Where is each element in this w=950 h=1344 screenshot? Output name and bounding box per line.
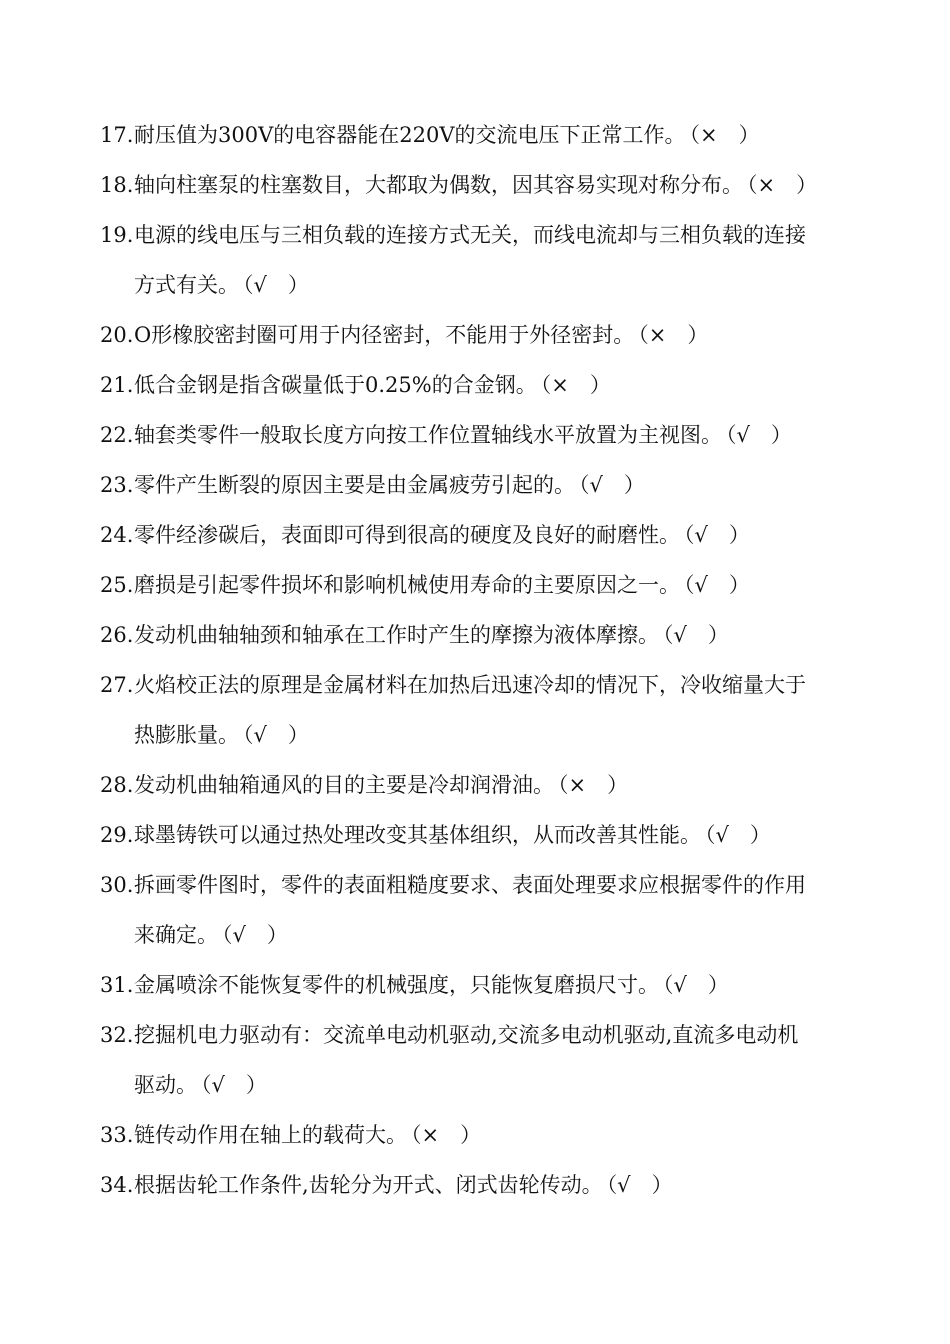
question-18 bbox=[100, 160, 860, 210]
answer-mark: （√ ） bbox=[726, 423, 792, 447]
question-text: 轴套类零件一般取长度方向按工作位置轴线水平放置为主视图。 bbox=[134, 423, 722, 447]
question-number: 23. bbox=[100, 473, 134, 497]
question-text: 根据齿轮工作条件,齿轮分为开式、闭式齿轮传动。 bbox=[134, 1173, 603, 1197]
question-text-continued: 方式有关。 bbox=[134, 273, 239, 297]
question-text: 球墨铸铁可以通过热处理改变其基体组织，从而改善其性能。 bbox=[134, 823, 701, 847]
question-27-continuation bbox=[134, 710, 309, 760]
question-24 bbox=[100, 510, 860, 560]
question-32 bbox=[100, 1010, 860, 1060]
question-29 bbox=[100, 810, 860, 860]
question-number: 22. bbox=[100, 423, 134, 447]
question-number: 21. bbox=[100, 373, 134, 397]
question-number: 26. bbox=[100, 623, 134, 647]
question-number: 27. bbox=[100, 673, 134, 697]
question-text: 发动机曲轴箱通风的目的主要是冷却润滑油。 bbox=[134, 773, 554, 797]
answer-mark: （√ ） bbox=[243, 273, 309, 297]
answer-mark: （√ ） bbox=[579, 473, 645, 497]
question-text: 拆画零件图时，零件的表面粗糙度要求、表面处理要求应根据零件的作用 bbox=[134, 873, 806, 897]
question-number: 25. bbox=[100, 573, 134, 597]
question-text: 链传动作用在轴上的载荷大。 bbox=[134, 1123, 407, 1147]
question-21 bbox=[100, 360, 860, 410]
question-text: O形橡胶密封圈可用于内径密封，不能用于外径密封。 bbox=[134, 323, 635, 347]
question-text: 耐压值为300V的电容器能在220V的交流电压下正常工作。 bbox=[134, 123, 686, 147]
question-22 bbox=[100, 410, 860, 460]
question-text: 轴向柱塞泵的柱塞数目，大都取为偶数，因其容易实现对称分布。 bbox=[134, 173, 743, 197]
question-27 bbox=[100, 660, 860, 710]
question-number: 17. bbox=[100, 123, 134, 147]
question-number: 28. bbox=[100, 773, 134, 797]
question-text-continued: 驱动。 bbox=[134, 1073, 197, 1097]
answer-mark: （× ） bbox=[411, 1123, 482, 1147]
question-30-continuation bbox=[134, 910, 288, 960]
answer-mark: （√ ） bbox=[663, 973, 729, 997]
question-number: 33. bbox=[100, 1123, 134, 1147]
question-text-continued: 热膨胀量。 bbox=[134, 723, 239, 747]
question-text: 挖掘机电力驱动有：交流单电动机驱动,交流多电动机驱动,直流多电动机 bbox=[134, 1023, 799, 1047]
answer-mark: （× ） bbox=[747, 173, 818, 197]
question-number: 18. bbox=[100, 173, 134, 197]
question-17 bbox=[100, 110, 860, 160]
question-text: 发动机曲轴轴颈和轴承在工作时产生的摩擦为液体摩擦。 bbox=[134, 623, 659, 647]
question-28 bbox=[100, 760, 860, 810]
question-19-continuation bbox=[134, 260, 309, 310]
question-32-continuation bbox=[134, 1060, 267, 1110]
question-23 bbox=[100, 460, 860, 510]
answer-mark: （√ ） bbox=[705, 823, 771, 847]
answer-mark: （× ） bbox=[689, 123, 760, 147]
answer-mark: （× ） bbox=[638, 323, 709, 347]
question-text-continued: 来确定。 bbox=[134, 923, 218, 947]
question-number: 20. bbox=[100, 323, 134, 347]
question-text: 低合金钢是指含碳量低于0.25%的合金钢。 bbox=[134, 373, 537, 397]
answer-mark: （√ ） bbox=[222, 923, 288, 947]
question-number: 32. bbox=[100, 1023, 134, 1047]
answer-mark: （√ ） bbox=[663, 623, 729, 647]
question-text: 火焰校正法的原理是金属材料在加热后迅速冷却的情况下，冷收缩量大于 bbox=[134, 673, 806, 697]
question-19 bbox=[100, 210, 860, 260]
question-number: 31. bbox=[100, 973, 134, 997]
question-text: 零件经渗碳后，表面即可得到很高的硬度及良好的耐磨性。 bbox=[134, 523, 680, 547]
answer-mark: （√ ） bbox=[606, 1173, 673, 1197]
question-number: 34. bbox=[100, 1173, 134, 1197]
answer-mark: （× ） bbox=[540, 373, 611, 397]
question-26 bbox=[100, 610, 860, 660]
question-20 bbox=[100, 310, 860, 360]
question-text: 电源的线电压与三相负载的连接方式无关，而线电流却与三相负载的连接 bbox=[134, 223, 806, 247]
answer-mark: （√ ） bbox=[243, 723, 309, 747]
question-33 bbox=[100, 1110, 860, 1160]
answer-mark: （× ） bbox=[558, 773, 629, 797]
question-number: 30. bbox=[100, 873, 134, 897]
question-text: 零件产生断裂的原因主要是由金属疲劳引起的。 bbox=[134, 473, 575, 497]
question-text: 金属喷涂不能恢复零件的机械强度，只能恢复磨损尺寸。 bbox=[134, 973, 659, 997]
question-number: 19. bbox=[100, 223, 134, 247]
question-31 bbox=[100, 960, 860, 1010]
answer-mark: （√ ） bbox=[684, 523, 750, 547]
question-25 bbox=[100, 560, 860, 610]
question-text: 磨损是引起零件损坏和影响机械使用寿命的主要原因之一。 bbox=[134, 573, 680, 597]
question-34 bbox=[100, 1160, 860, 1210]
question-number: 29. bbox=[100, 823, 134, 847]
answer-mark: （√ ） bbox=[684, 573, 750, 597]
question-30 bbox=[100, 860, 860, 910]
question-number: 24. bbox=[100, 523, 134, 547]
answer-mark: （√ ） bbox=[201, 1073, 267, 1097]
